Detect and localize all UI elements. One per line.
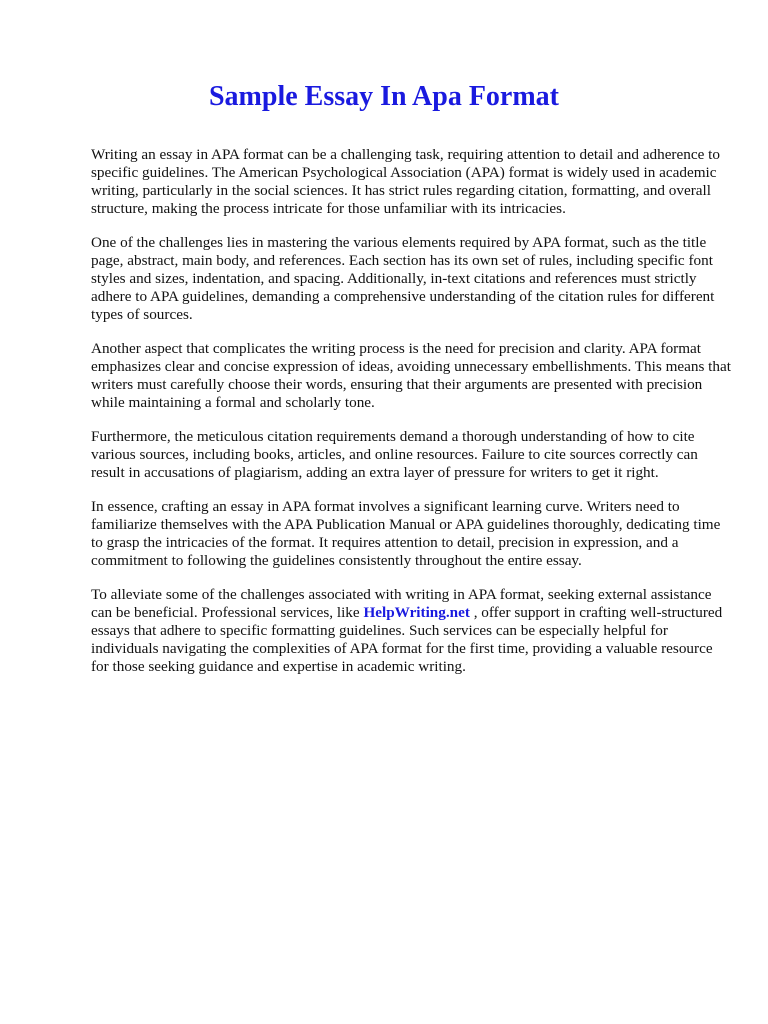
essay-body [91, 146, 731, 692]
paragraph-1: Writing an essay in APA format can be a challenging task, requiring attention to detail and adherence to specific guidelines. The American Psychological Association (APA) format is widely used in academic writing, particularly in the social sciences. It has strict rules regarding citation, formatting, and overall structure, making the process intricate for those unfamiliar with its intricacies. [91, 146, 720, 217]
paragraph-3: Another aspect that complicates the writing process is the need for precision and clarity. APA format emphasizes clear and concise expression of ideas, avoiding unnecessary embellishments. This means that writers must carefully choose their words, ensuring that their arguments are presented with precision while maintaining a formal and scholarly tone. [91, 340, 731, 411]
helpwriting-link[interactable]: HelpWriting.net [363, 604, 470, 621]
document-title: Sample Essay In Apa Format [208, 81, 560, 112]
paragraph-6-after-link: , offer support in crafting well-structured essays that adhere to specific formatting guidelines. Such services can be especially helpful for individuals navigating the complexities of APA format for the first time, providing a valuable resource for those seeking guidance and expertise in academic writing. [91, 604, 723, 675]
paragraph-6 [91, 586, 731, 676]
paragraph-4: Furthermore, the meticulous citation requirements demand a thorough understanding of how to cite various sources, including books, articles, and online resources. Failure to cite sources correctly can result in accusations of plagiarism, adding an extra layer of pressure for writers to get it right. [91, 428, 698, 481]
paragraph-5: In essence, crafting an essay in APA format involves a significant learning curve. Writers need to familiarize themselves with the APA Publication Manual or APA guidelines thoroughly, dedicating time to grasp the intricacies of the format. It requires attention to detail, precision in expression, and a commitment to following the guidelines consistently throughout the entire essay. [91, 498, 721, 569]
paragraph-2: One of the challenges lies in mastering the various elements required by APA format, such as the title page, abstract, main body, and references. Each section has its own set of rules, including specific font styles and sizes, indentation, and spacing. Additionally, in-text citations and references must strictly adhere to APA guidelines, demanding a comprehensive understanding of the citation rules for different types of sources. [91, 234, 715, 323]
paragraph-6-before-link: To alleviate some of the challenges associated with writing in APA format, seeking external assistance can be beneficial. Professional services, like [91, 586, 712, 621]
